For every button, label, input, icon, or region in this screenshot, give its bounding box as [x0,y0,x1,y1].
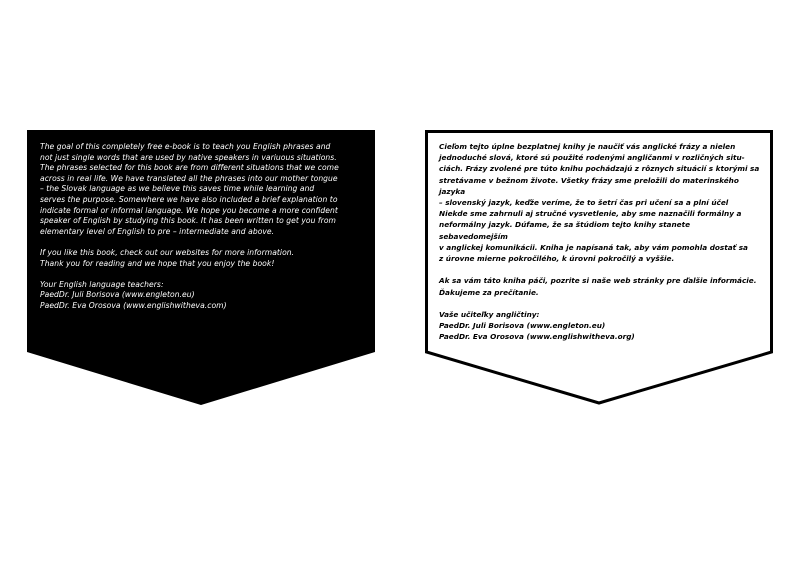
slovak-signature: Vaše učiteľky angličtiny: PaedDr. Juli Borisova (www.engleton.eu) PaedDr. Eva Orosova (www.englishwitheva.org) [439,310,635,342]
english-closing-paragraph: If you like this book, check out our websites for more information. Thank you for reading and we hope that you enjoy the book! [40,247,295,268]
english-intro-panel [27,130,375,405]
slovak-intro-paragraph: Cieľom tejto úplne bezplatnej knihy je naučiť vás anglické frázy a nielen jednoduché slová, ktoré sú použité rodenými angličanmi v rozličných situ- ciách. Frázy zvolené pre túto knihu pochádzajú z rôznych situácií s ktorými sa stretávame v bežnom živote. Všetky frázy sme preložili do materinského jazyka – slovenský jazyk, keďže veríme, že to šetrí čas pri učení sa a plní účel Niekde sme zahrnuli aj stručné vysvetlenie, aby sme naznačili formálny a neformálny jazyk. Dúfame, že sa štúdiom tejto knihy stanete sebavedomejším v anglickej komunikácii. Kniha je napísaná tak, aby vám pomohla dostať sa z úrovne mierne pokročilého, k úrovni pokročilý a vyššie. [439,142,760,264]
slovak-intro-text [439,141,761,343]
english-intro-paragraph: The goal of this completely free e-book is to teach you English phrases and not just single words that are used by native speakers in variuous situations. The phrases selected for this book are from different situations that we come across in real life. We have translated all the phrases into our mother tongue – the Slovak language as we believe this saves time while learning and serves the purpose. Somewhere we have also included a brief explanation to indicate formal or informal language. We hope you become a more confident speaker of English by studying this book. It has been written to get you from elementary level of English to pre – intermediate and above. [40,142,339,236]
slovak-intro-panel [425,130,773,405]
english-signature: Your English language teachers: PaedDr. Juli Borisova (www.engleton.eu) PaedDr. Eva Orosova (www.englishwitheva.com) [40,279,227,310]
english-intro-text [40,142,365,312]
slovak-closing-paragraph: Ak sa vám táto kniha páči, pozrite si naše web stránky pre ďalšie informácie. Ďakujeme za prečítanie. [439,276,757,297]
